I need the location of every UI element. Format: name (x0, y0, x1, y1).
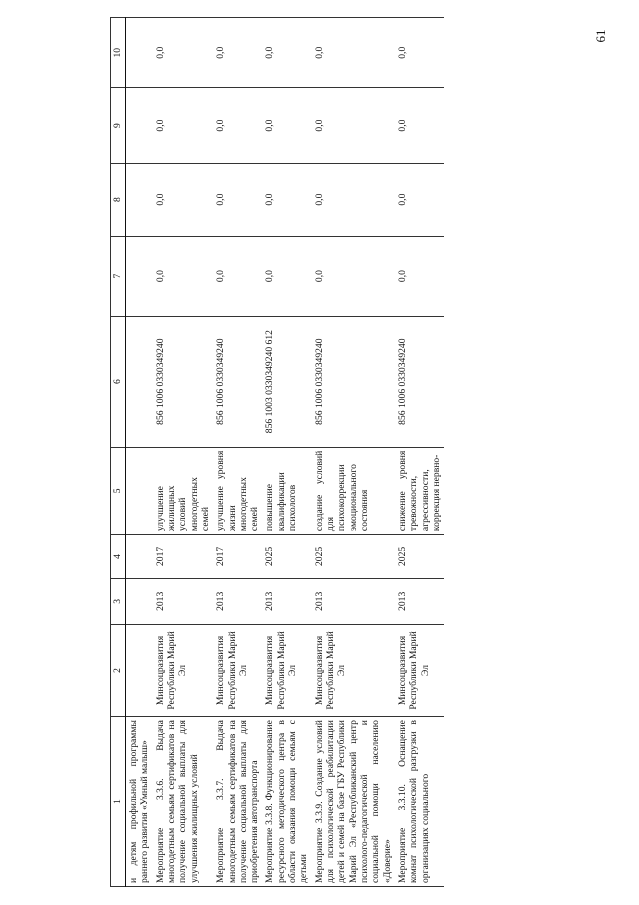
budget-code-cell: 856 1003 0330349240 612 (262, 316, 311, 447)
executor-cell (126, 624, 153, 716)
header-cell: 2 (111, 624, 126, 716)
value-cell: 0,0 (153, 88, 214, 163)
start-year-cell: 2013 (312, 578, 395, 624)
start-year-cell: 2013 (213, 578, 262, 624)
result-cell: создание условий для психокоррекции эмоционального состояния (312, 447, 395, 534)
value-cell: 0,0 (395, 236, 444, 316)
result-cell: улучшение жилищных условий многодетных семей (153, 447, 214, 534)
value-cell: 0,0 (153, 163, 214, 236)
value-cell (126, 236, 153, 316)
program-table (110, 17, 444, 887)
end-year-cell: 2017 (153, 535, 214, 579)
activity-cell: Мероприятие 3.3.10. Оснащение комнат психологической разгрузки в организациях социального (395, 717, 444, 887)
header-cell: 10 (111, 18, 126, 88)
activity-cell: Мероприятие 3.3.8. Функционирование ресурсного методического центра в области оказания помощи семьям с детьми (262, 717, 311, 887)
value-cell (126, 88, 153, 163)
result-cell: повышение квалификации психологов (262, 447, 311, 534)
value-cell: 0,0 (395, 18, 444, 88)
start-year-cell: 2013 (153, 578, 214, 624)
table-row (262, 18, 311, 887)
rotated-table-container (110, 17, 620, 887)
activity-cell: Мероприятие 3.3.9. Создание условий для психологической реабилитации детей и семей на базе ГБУ Республики Марий Эл «Республиканский центр психолого-педагогической и социальной помощи населению «Доверие» (312, 717, 395, 887)
activity-cell: Мероприятие 3.3.6. Выдача многодетным семьям сертификатов на получение социальной выплаты для улучшения жилищных условий (153, 717, 214, 887)
end-year-cell: 2025 (395, 535, 444, 579)
value-cell: 0,0 (262, 236, 311, 316)
executor-cell: Минсоцразвития Республики Марий Эл (213, 624, 262, 716)
value-cell: 0,0 (312, 163, 395, 236)
activity-cell: Мероприятие 3.3.7. Выдача многодетным семьям сертификатов на получение социальной выплаты для приобретения автотранспорта (213, 717, 262, 887)
result-cell (126, 447, 153, 534)
table-row (312, 18, 395, 887)
executor-cell: Минсоцразвития Республики Марий Эл (262, 624, 311, 716)
table-row (126, 18, 153, 887)
value-cell (126, 18, 153, 88)
page-number: 61 (593, 29, 608, 43)
value-cell: 0,0 (262, 163, 311, 236)
header-cell: 6 (111, 316, 126, 447)
budget-code-cell: 856 1006 0330349240 (395, 316, 444, 447)
executor-cell: Минсоцразвития Республики Марий Эл (395, 624, 444, 716)
header-cell: 4 (111, 535, 126, 579)
value-cell: 0,0 (395, 88, 444, 163)
end-year-cell: 2025 (312, 535, 395, 579)
table-row (153, 18, 214, 887)
value-cell: 0,0 (213, 163, 262, 236)
value-cell: 0,0 (153, 18, 214, 88)
start-year-cell: 2013 (262, 578, 311, 624)
header-row (111, 18, 126, 887)
result-cell: снижение уровня тревожности, агрессивности, коррекция нервно- (395, 447, 444, 534)
table-row (213, 18, 262, 887)
activity-cell: и детям профильной программы раннего развития «Умный малыш» (126, 717, 153, 887)
header-cell: 5 (111, 447, 126, 534)
header-cell: 3 (111, 578, 126, 624)
value-cell: 0,0 (312, 88, 395, 163)
table-row (395, 18, 444, 887)
value-cell: 0,0 (213, 88, 262, 163)
executor-cell: Минсоцразвития Республики Марий Эл (312, 624, 395, 716)
value-cell: 0,0 (153, 236, 214, 316)
end-year-cell (126, 535, 153, 579)
header-cell: 8 (111, 163, 126, 236)
result-cell: улучшение уровня жизни многодетных семей (213, 447, 262, 534)
value-cell: 0,0 (213, 18, 262, 88)
value-cell: 0,0 (262, 18, 311, 88)
executor-cell: Минсоцразвития Республики Марий Эл (153, 624, 214, 716)
budget-code-cell (126, 316, 153, 447)
start-year-cell: 2013 (395, 578, 444, 624)
value-cell: 0,0 (312, 18, 395, 88)
value-cell (126, 163, 153, 236)
value-cell: 0,0 (262, 88, 311, 163)
start-year-cell (126, 578, 153, 624)
value-cell: 0,0 (312, 236, 395, 316)
budget-code-cell: 856 1006 0330349240 (153, 316, 214, 447)
header-cell: 7 (111, 236, 126, 316)
value-cell: 0,0 (395, 163, 444, 236)
end-year-cell: 2017 (213, 535, 262, 579)
budget-code-cell: 856 1006 0330349240 (213, 316, 262, 447)
value-cell: 0,0 (213, 236, 262, 316)
end-year-cell: 2025 (262, 535, 311, 579)
budget-code-cell: 856 1006 0330349240 (312, 316, 395, 447)
header-cell: 9 (111, 88, 126, 163)
header-cell: 1 (111, 717, 126, 887)
